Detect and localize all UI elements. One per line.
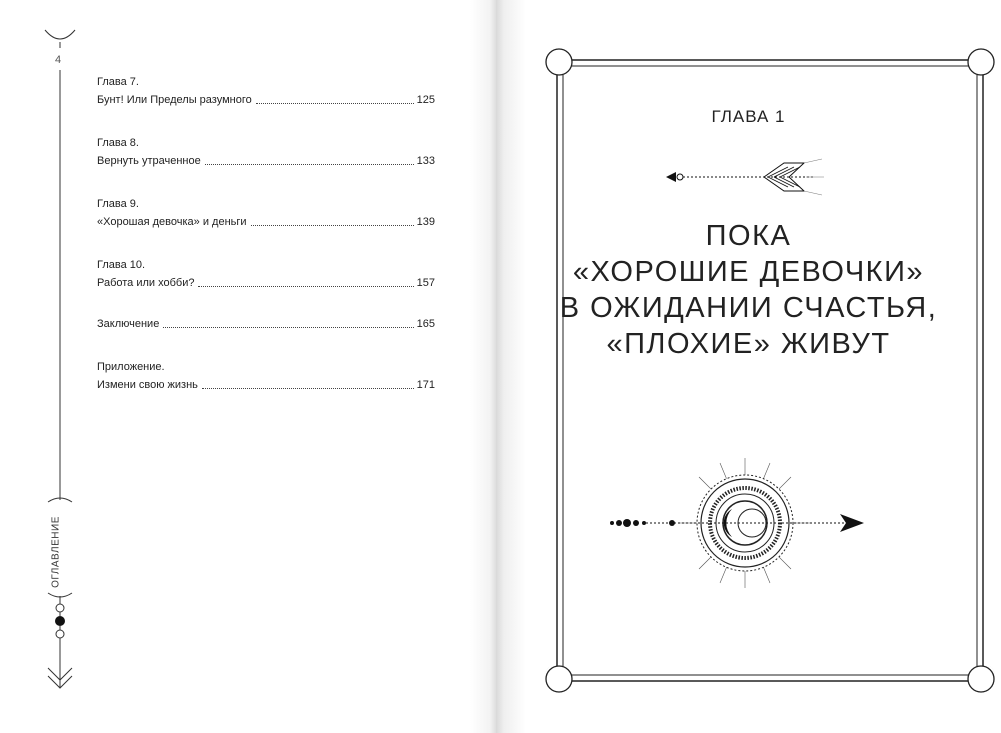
toc-chapter: Глава 7. xyxy=(97,76,139,88)
sun-arrow-ornament-icon xyxy=(608,458,866,588)
corner-ornament xyxy=(545,49,572,77)
side-rail xyxy=(40,20,80,700)
toc-page-number: 165 xyxy=(416,318,435,330)
toc-entry[interactable] xyxy=(97,72,435,108)
section-tab-label: ОГЛАВЛЕНИЕ xyxy=(50,516,62,588)
chapter-title-line: «ХОРОШИЕ ДЕВОЧКИ» xyxy=(572,256,925,288)
chapter-title xyxy=(496,218,1001,362)
arrow-icon xyxy=(664,157,826,197)
dot-leader xyxy=(202,388,414,389)
chapter-title-line: В ОЖИДАНИИ СЧАСТЬЯ, xyxy=(559,292,938,324)
toc-chapter: Приложение. xyxy=(97,361,165,373)
toc-title: Работа или хобби? xyxy=(97,277,195,289)
toc-entry[interactable] xyxy=(97,133,435,169)
toc-chapter: Глава 9. xyxy=(97,198,139,210)
toc-entry[interactable] xyxy=(97,316,435,332)
corner-ornament xyxy=(968,49,995,77)
ornamental-frame xyxy=(545,48,995,693)
toc-entry[interactable] xyxy=(97,357,435,393)
dot-leader xyxy=(198,286,413,287)
left-page xyxy=(0,0,496,733)
toc-title: «Хорошая девочка» и деньги xyxy=(97,216,247,228)
corner-ornament xyxy=(545,664,572,692)
toc-page-number: 171 xyxy=(416,379,435,391)
toc-entry[interactable] xyxy=(97,255,435,291)
toc-title: Бунт! Или Пределы разумного xyxy=(97,94,252,106)
dot-leader xyxy=(205,164,414,165)
toc-title: Измени свою жизнь xyxy=(97,379,198,391)
table-of-contents xyxy=(97,72,435,418)
toc-chapter: Глава 10. xyxy=(97,259,146,271)
dot-leader xyxy=(256,103,414,104)
toc-page-number: 133 xyxy=(416,155,435,167)
dot-leader xyxy=(251,225,414,226)
toc-page-number: 157 xyxy=(416,277,435,289)
toc-title: Вернуть утраченное xyxy=(97,155,201,167)
corner-ornament xyxy=(968,664,995,692)
toc-entry[interactable] xyxy=(97,194,435,230)
toc-chapter: Глава 8. xyxy=(97,137,139,149)
toc-title: Заключение xyxy=(97,318,160,330)
toc-page-number: 125 xyxy=(416,94,435,106)
chapter-label: ГЛАВА 1 xyxy=(711,107,786,126)
dot-leader xyxy=(163,327,413,328)
chapter-title-line: ПОКА xyxy=(705,220,792,252)
chapter-title-line: «ПЛОХИЕ» ЖИВУТ xyxy=(606,328,891,360)
toc-page-number: 139 xyxy=(416,216,435,228)
page-number: 4 xyxy=(55,54,62,66)
